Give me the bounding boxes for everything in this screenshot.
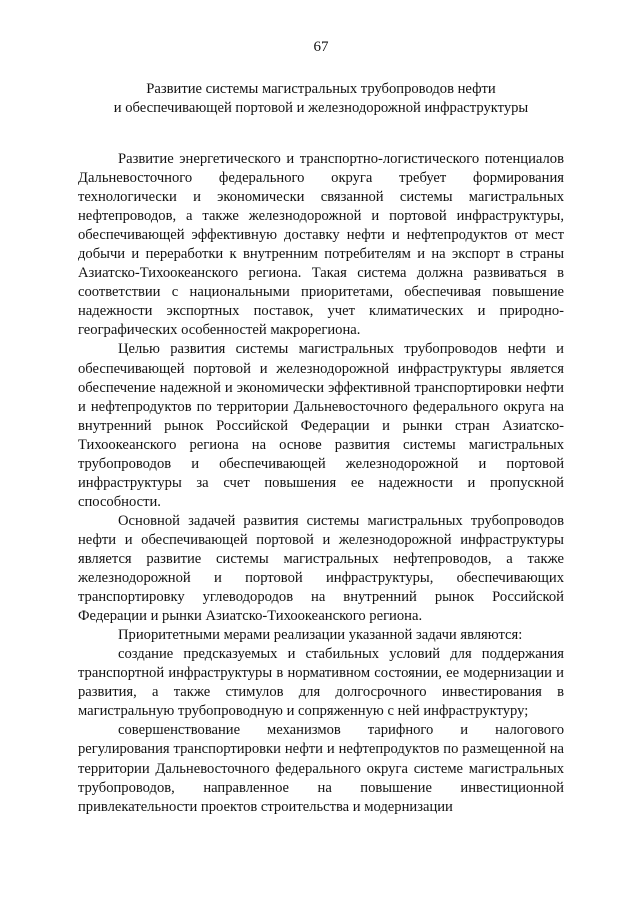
section-title-line-1: Развитие системы магистральных трубопроводов нефти <box>146 81 496 97</box>
paragraph-measure-regulation: совершенствование механизмов тарифного и налогового регулирования транспортировки нефти и нефтепродуктов по размещенной на территории Дальневосточного федерального округа системе магистральных трубопроводов, направленное на повышение инвестиционной привлекательности проектов строительства и модернизации <box>78 722 564 815</box>
page-number: 67 <box>313 39 329 55</box>
section-title <box>78 80 564 118</box>
paragraph-priority-measures: Приоритетными мерами реализации указанной задачи являются: <box>118 627 523 644</box>
paragraph-development: Развитие энергетического и транспортно-логистического потенциалов Дальневосточного федерального округа требует формирования технологически и экономически связанной системы магистральных нефтепроводов, а также железнодорожной и портовой инфраструктуры, обеспечивающей эффективную доставку нефти и нефтепродуктов от мест добычи и переработки к внутренним потребителям и на экспорт в страны Азиатско-Тихоокеанского региона. Такая система должна развиваться в соответствии с национальными приоритетами, обеспечивая повышение надежности экспортных поставок, учет климатических и природно-географических особенностей макрорегиона. <box>78 151 564 339</box>
paragraph-goal: Целью развития системы магистральных трубопроводов нефти и обеспечивающей портовой и железнодорожной инфраструктуры является обеспечение надежной и экономически эффективной транспортировки нефти и нефтепродуктов по территории Дальневосточного федерального округа на внутренний рынок Российской Федерации и рынки стран Азиатско-Тихоокеанского региона на основе развития системы магистральных трубопроводов и обеспечивающей железнодорожной и портовой инфраструктуры за счет повышения ее надежности и пропускной способности. <box>78 341 564 510</box>
paragraph-measure-conditions: создание предсказуемых и стабильных условий для поддержания транспортной инфраструктуры в нормативном состоянии, ее модернизации и развития, а также стимулов для долгосрочного инвестирования в магистральную трубопроводную и сопряженную с ней инфраструктуру; <box>78 646 564 720</box>
document-body <box>78 150 564 817</box>
section-title-line-2: и обеспечивающей портовой и железнодорожной инфраструктуры <box>113 100 529 116</box>
paragraph-main-task: Основной задачей развития системы магистральных трубопроводов нефти и обеспечивающей портовой и железнодорожной инфраструктуры является развитие системы магистральных нефтепроводов, а также железнодорожной и портовой инфраструктуры, обеспечивающих транспортировку углеводородов на внутренний рынок Российской Федерации и рынки Азиатско-Тихоокеанского региона. <box>78 512 564 625</box>
